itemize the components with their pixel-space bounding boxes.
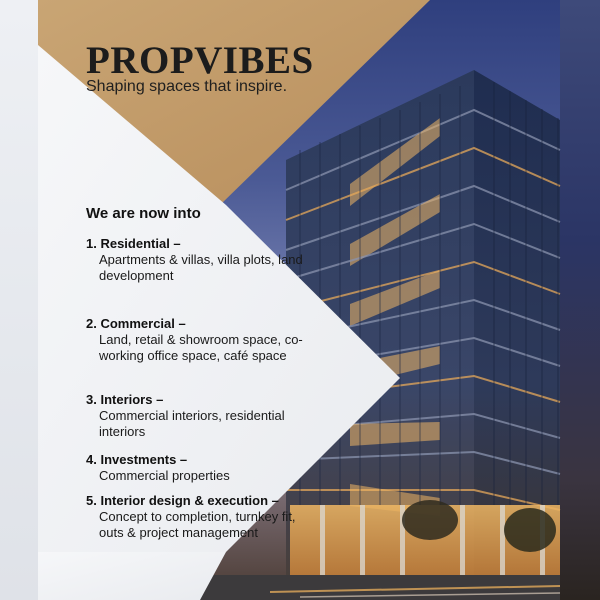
service-title: 3. Interiors –	[86, 392, 164, 407]
service-item	[86, 236, 316, 284]
service-item	[86, 493, 316, 541]
lobby-column	[360, 505, 365, 575]
tree	[402, 500, 458, 540]
brand-logo: PROPVIBES	[86, 39, 314, 82]
lobby-column	[500, 505, 505, 575]
service-description: Commercial properties	[99, 468, 230, 483]
brand-tagline: Shaping spaces that inspire.	[86, 78, 288, 95]
service-title: 2. Commercial –	[86, 316, 186, 331]
service-description: Concept to completion, turnkey fit, outs & project management	[99, 509, 296, 540]
lobby-column	[320, 505, 325, 575]
service-title: 1. Residential –	[86, 236, 181, 251]
service-description: Land, retail & showroom space, co-working office space, café space	[99, 332, 303, 363]
white-text-panel-extension	[38, 552, 226, 600]
section-heading: We are now into	[86, 205, 201, 222]
tree	[504, 508, 556, 552]
service-description: Commercial interiors, residential interiors	[99, 408, 285, 439]
service-title: 4. Investments –	[86, 452, 188, 467]
service-description: Apartments & villas, villa plots, land development	[99, 252, 303, 283]
service-title: 5. Interior design & execution –	[86, 493, 279, 508]
lobby-column	[460, 505, 465, 575]
service-item	[86, 392, 316, 440]
service-item	[86, 452, 316, 484]
service-item	[86, 316, 316, 364]
